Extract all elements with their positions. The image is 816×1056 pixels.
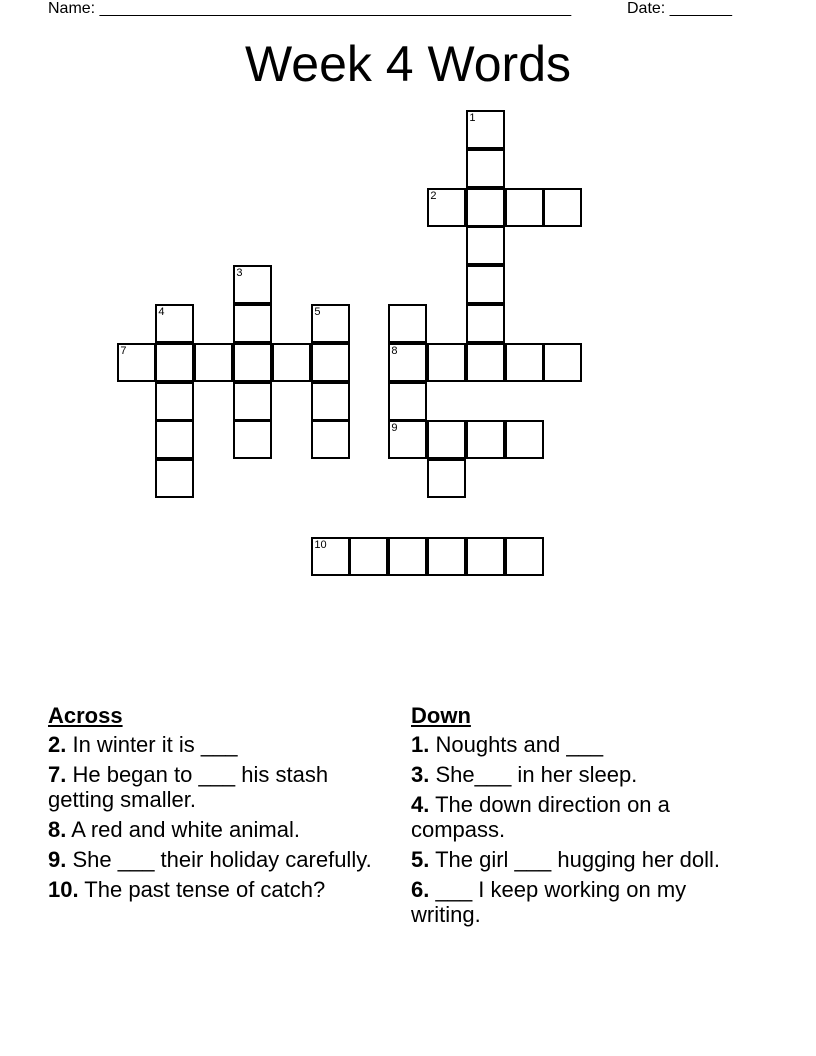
down-heading: Down (411, 703, 471, 728)
crossword-cell[interactable] (233, 382, 272, 421)
crossword-cell[interactable] (543, 343, 582, 382)
crossword-cell[interactable] (194, 343, 233, 382)
crossword-cell[interactable] (466, 304, 505, 343)
crossword-cell[interactable] (466, 149, 505, 188)
cell-number: 10 (314, 539, 327, 551)
crossword-cell[interactable] (466, 265, 505, 304)
crossword-cell[interactable] (311, 382, 350, 421)
crossword-cell[interactable] (311, 420, 350, 459)
cell-number: 2 (430, 190, 437, 202)
down-clue (411, 877, 731, 927)
clue-number: 7. (48, 762, 67, 787)
crossword-cell[interactable] (155, 304, 194, 343)
clue-number: 4. (411, 792, 430, 817)
across-clues (48, 703, 378, 907)
crossword-cell[interactable] (466, 537, 505, 576)
clue-number: 1. (411, 732, 430, 757)
clue-text: A red and white animal. (66, 817, 300, 842)
date-field-label: Date: _______ (627, 0, 732, 17)
clue-number: 3. (411, 762, 430, 787)
crossword-cell[interactable] (311, 304, 350, 343)
crossword-cell[interactable] (311, 537, 350, 576)
crossword-cell[interactable] (155, 382, 194, 421)
name-field-label: Name: _____________________________________________________ (48, 0, 572, 17)
crossword-cell[interactable] (155, 343, 194, 382)
cell-number: 3 (236, 267, 243, 279)
across-clue (48, 877, 378, 902)
crossword-cell[interactable] (466, 110, 505, 149)
crossword-cell[interactable] (272, 343, 311, 382)
crossword-cell[interactable] (543, 188, 582, 227)
crossword-cell[interactable] (466, 188, 505, 227)
crossword-cell[interactable] (505, 537, 544, 576)
crossword-cell[interactable] (388, 537, 427, 576)
clue-number: 6. (411, 877, 430, 902)
crossword-cell[interactable] (155, 459, 194, 498)
crossword-cell[interactable] (505, 188, 544, 227)
page-title: Week 4 Words (244, 36, 572, 92)
crossword-cell[interactable] (388, 420, 427, 459)
clue-text: Noughts and ___ (429, 732, 604, 757)
clue-text: The girl ___ hugging her doll. (429, 847, 721, 872)
clue-text: The past tense of catch? (78, 877, 326, 902)
down-clue (411, 762, 731, 787)
crossword-cell[interactable] (427, 188, 466, 227)
crossword-cell[interactable] (466, 420, 505, 459)
cell-number: 8 (391, 345, 398, 357)
crossword-cell[interactable] (388, 382, 427, 421)
across-clue (48, 847, 378, 872)
crossword-cell[interactable] (233, 343, 272, 382)
crossword-cell[interactable] (427, 537, 466, 576)
crossword-cell[interactable] (466, 343, 505, 382)
crossword-cell[interactable] (388, 304, 427, 343)
across-heading: Across (48, 703, 123, 728)
crossword-cell[interactable] (233, 304, 272, 343)
crossword-cell[interactable] (388, 343, 427, 382)
clue-text: ___ I keep working on my writing. (411, 877, 687, 927)
clue-text: The down direction on a compass. (411, 792, 670, 842)
crossword-cell[interactable] (155, 420, 194, 459)
crossword-cell[interactable] (427, 420, 466, 459)
crossword-cell[interactable] (233, 420, 272, 459)
down-clue (411, 792, 731, 842)
cell-number: 5 (314, 306, 321, 318)
cell-number: 9 (391, 422, 398, 434)
crossword-cell[interactable] (311, 343, 350, 382)
cell-number: 7 (120, 345, 127, 357)
crossword-cell[interactable] (117, 343, 156, 382)
across-clue (48, 817, 378, 842)
clue-number: 10. (48, 877, 79, 902)
down-clue (411, 732, 731, 757)
clue-text: In winter it is ___ (66, 732, 238, 757)
clue-number: 2. (48, 732, 67, 757)
crossword-cell[interactable] (505, 420, 544, 459)
crossword-cell[interactable] (505, 343, 544, 382)
cell-number: 4 (158, 306, 165, 318)
crossword-cell[interactable] (233, 265, 272, 304)
crossword-cell[interactable] (466, 226, 505, 265)
down-clues (411, 703, 731, 932)
clue-text: He began to ___ his stash getting smaller. (48, 762, 329, 812)
down-clue (411, 847, 731, 872)
crossword-cell[interactable] (427, 459, 466, 498)
clue-number: 9. (48, 847, 67, 872)
clue-number: 5. (411, 847, 430, 872)
crossword-cell[interactable] (349, 537, 388, 576)
across-clue (48, 762, 378, 812)
clue-text: She ___ their holiday carefully. (66, 847, 372, 872)
clue-text: She___ in her sleep. (429, 762, 638, 787)
across-clue (48, 732, 378, 757)
crossword-cell[interactable] (427, 343, 466, 382)
cell-number: 1 (469, 112, 476, 124)
clue-number: 8. (48, 817, 67, 842)
